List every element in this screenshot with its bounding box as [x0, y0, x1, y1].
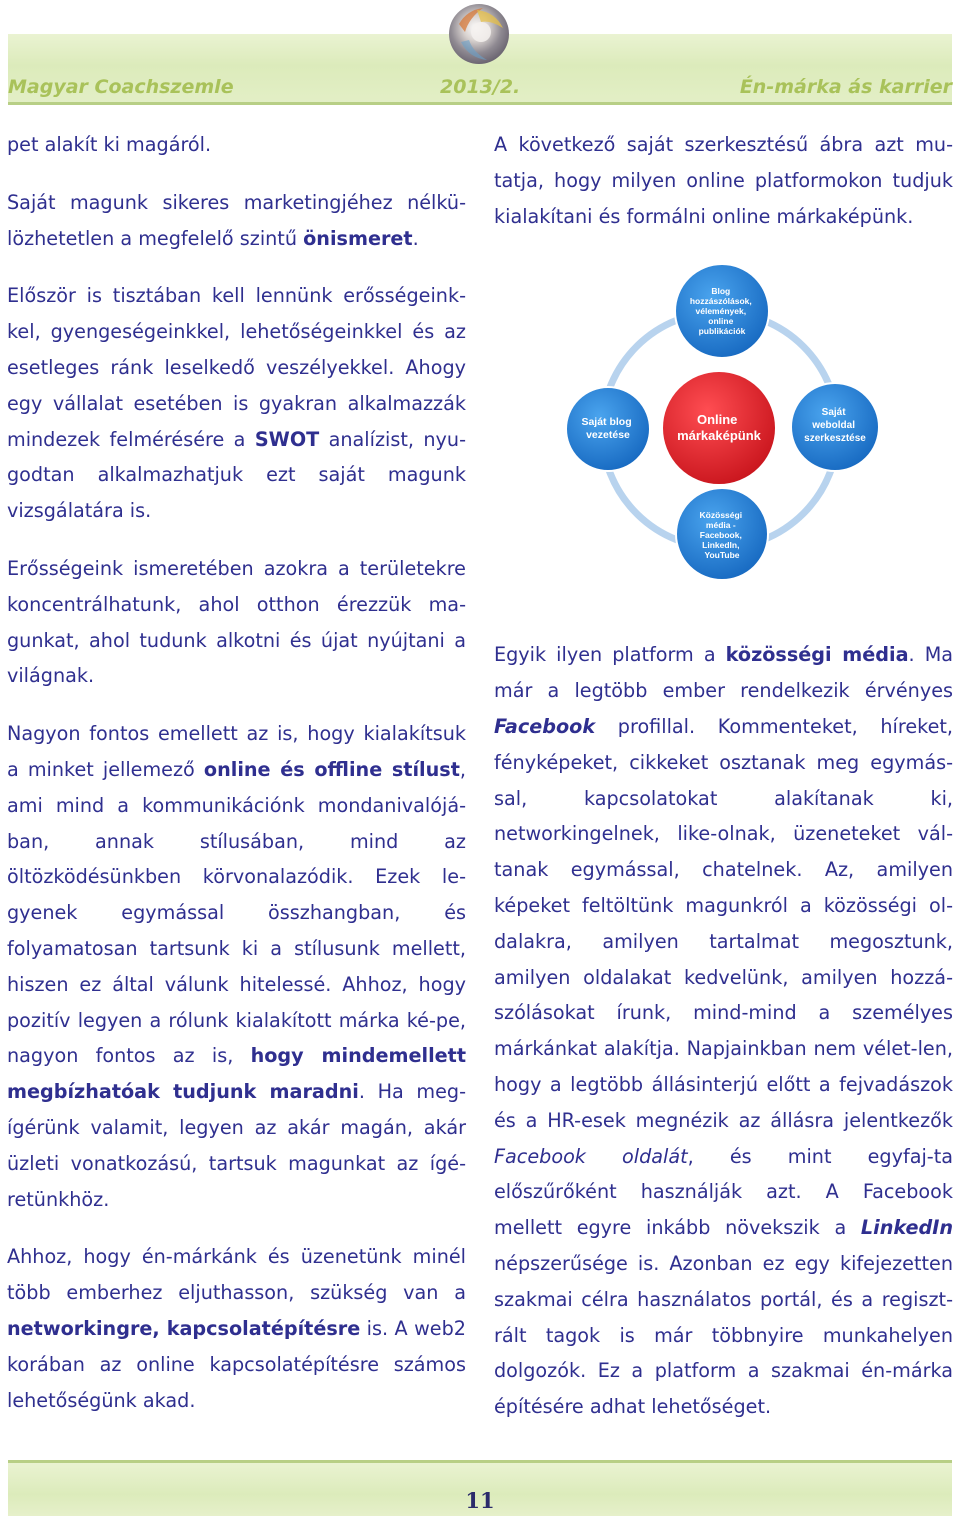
node-right-label: Saját weboldal szerkesztése: [804, 407, 866, 444]
paragraph: Ahhoz, hogy én-márkánk és üzenetünk minél több emberhez eljuthasson, szükség van a networkingre, kapcsolatépítésre is. A web2 korában az online kapcsolatépítésre számos lehetőségünk akad.: [7, 1245, 466, 1412]
emphasis: networkingre, kapcsolatépítésre: [7, 1316, 361, 1340]
paragraph: pet alakít ki magáról.: [7, 133, 212, 156]
node-top-label: Blog hozzászólások, vélemények, online publikációk: [689, 286, 752, 336]
emphasis: közösségi média: [725, 643, 909, 667]
paragraph: A következő saját szerkesztésű ábra azt mu-tatja, hogy milyen online platformokon tudjuk kialakítani és formálni online márkaképünk.: [494, 133, 953, 228]
emphasis: SWOT: [254, 427, 320, 451]
node-left-label: Saját blog vezetése: [581, 416, 632, 441]
emphasis: LinkedIn: [860, 1216, 953, 1240]
emphasis: Facebook oldalát: [494, 1144, 688, 1168]
issue-number: 2013/2.: [440, 76, 521, 98]
right-column: [494, 0, 953, 1425]
emphasis: önismeret: [303, 226, 413, 250]
emphasis: Facebook: [494, 714, 596, 738]
paragraph: Először is tisztában kell lennünk erősségeink-kel, gyengeségeinkkel, lehetőségeinkkel és az esetleges ránk leselkedő veszélyekkel. Ahogy egy vállalat esetében is gyakran alkalmazzák mindezek felmérésére a SWOT analízist, nyu-godtan alkalmazhatjuk ezt saját magunk vizsgálatára is.: [7, 284, 466, 523]
paragraph: Nagyon fontos emellett az is, hogy kialakítsuk a minket jellemező online és offline stílust, ami mind a kommunikációnk mondanivalójá-ban, annak stílusában, mind az öltözködésünkben körvonalazódik. Ezek le-gyenek egymással összhangban, és folyamatosan tartsunk ki a stílusunk mellett, hiszen ez által válunk hitelessé. Ahhoz, hogy pozitív legyen a rólunk kialakított márka ké-pe, nagyon fontos az is, hogy mindemellett megbízhatóak tudjunk maradni. Ha meg-ígérünk valamit, legyen az akár magán, akár üzleti vonatkozású, tartsuk magunkat az ígé-retünkhöz.: [7, 722, 467, 1211]
left-column: [7, 0, 466, 1418]
node-center-label: Online márkaképünk: [677, 412, 761, 443]
section-topic: Én-márka ás karrier: [739, 76, 952, 98]
paragraph: Saját magunk sikeres marketingjéhez nélkü-lözhetetlen a megfelelő szintű önismeret.: [7, 190, 466, 250]
node-bottom-label: Közösségi média - Facebook, LinkedIn, YouTube: [699, 510, 743, 560]
paragraph: Erősségeink ismeretében azokra a területekre koncentrálhatunk, ahol otthon érezzük ma-gunkat, ahol tudunk alkotni és újat nyújtani a világnak.: [7, 556, 466, 688]
emphasis: online és offline stílust: [203, 757, 460, 781]
online-brand-diagram: [562, 262, 887, 582]
footer-rule: [8, 1460, 952, 1463]
page-number: 11: [465, 1488, 495, 1513]
paragraph: Egyik ilyen platform a közösségi média. Ma már a legtöbb ember rendelkezik érvényes Facebook profillal. Kommenteket, híreket, fényképeket, cikkeket osztanak meg egymás-sal, kapcsolatokat alakítanak ki, networkingelnek, like-olnak, üzeneteket vál-tanak egymással, chatelnek. Az, amilyen képeket feltöltünk magunkról a közösségi ol-dalakra, amilyen tartalmat megosztunk, amilyen oldalakat kedvelünk, amilyen hozzá-szólásokat írunk, mind-mind a személyes márkánkat alakítja. Napjainkban nem vélet-len, hogy a legtöbb állásinterjú előtt a fejvadászok és a HR-esek megnézik az állásra jelentkezők Facebook oldalát, és mint egyfaj-ta előszűrőként használják azt. A Facebook mellett egyre inkább növekszik a LinkedIn népszerűsége is. Azonban ez egy kifejezetten szakmai célra használatos portál, és a regiszt-rált tagok is már többnyire munkahelyen dolgozók. Ez a platform a szakmai én-márka építésére adhat lehetőséget.: [494, 643, 954, 1419]
journal-title: Magyar Coachszemle: [8, 76, 234, 98]
emphasis: hogy mindemellett megbízhatóak tudjunk maradni: [7, 1044, 467, 1104]
